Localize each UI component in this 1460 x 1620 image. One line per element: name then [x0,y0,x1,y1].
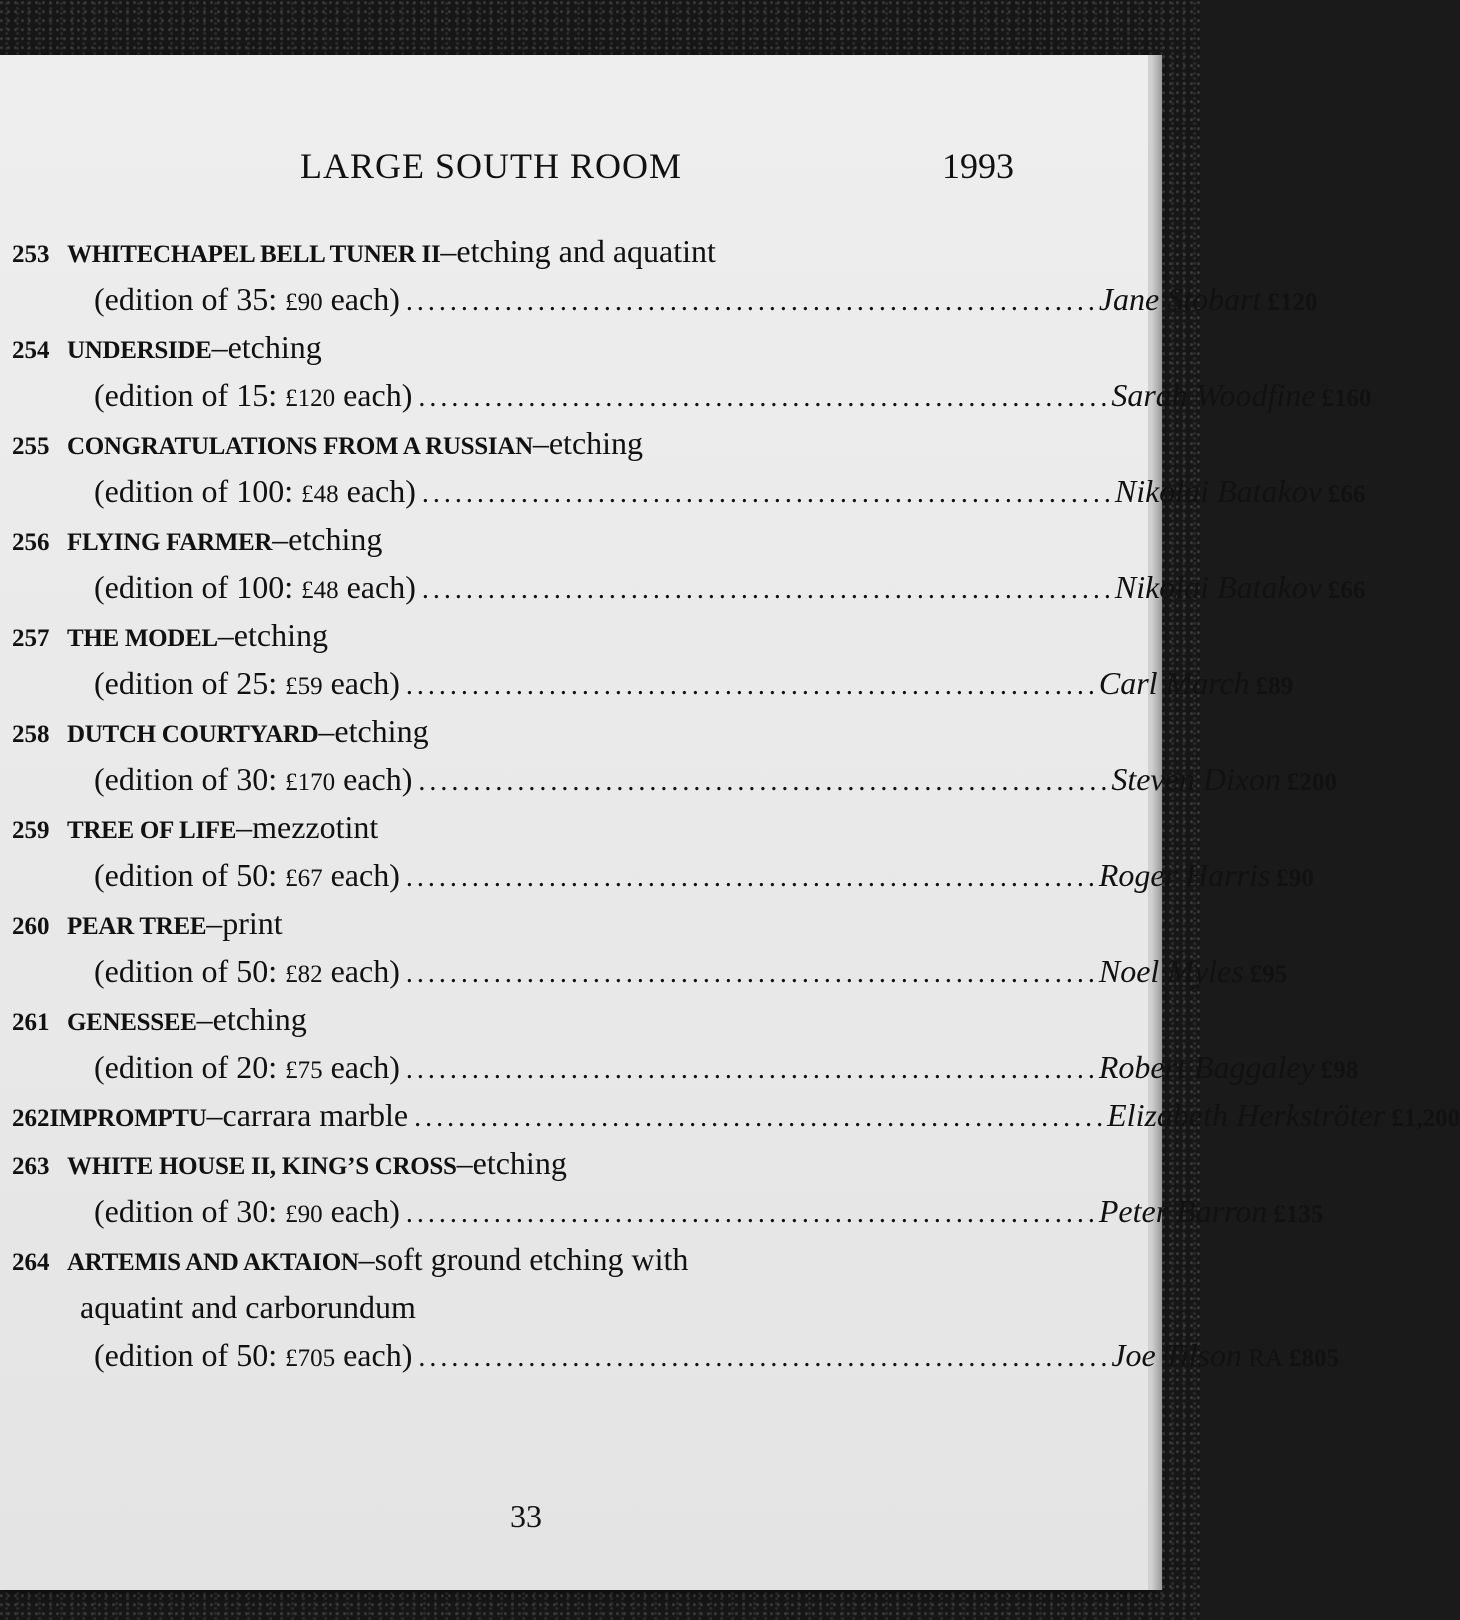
entry-name: WHITE HOUSE II, KING’S CROSS [67,1153,457,1180]
entry-detail-line [12,563,1366,611]
entry-name: TREE OF LIFE [67,817,237,844]
catalogue-entries [12,227,1460,1379]
entry-artist: Nikolai Batakov [1114,473,1322,509]
entry-title-line [12,611,1022,659]
entry-edition [94,659,400,711]
edition-suffix: each) [335,1337,413,1373]
leader-dots: ............................................................... [418,766,1112,797]
entry-number: 260 [12,913,50,940]
catalogue-entry [12,707,1338,803]
catalogue-entry [12,899,1288,995]
catalogue-entry [12,515,1366,611]
entry-title-line [12,707,1022,755]
edition-count: (edition of 50: [94,1337,286,1373]
edition-price: £59 [285,673,323,700]
entry-detail-line [12,1187,1324,1235]
entry-artist: Carl March [1098,665,1250,701]
edition-suffix: each) [322,281,400,317]
entry-title-line [12,1139,1022,1187]
edition-count: (edition of 100: [94,473,302,509]
entry-medium: –etching [196,1001,307,1037]
entry-artist: Peter Barron [1098,1193,1268,1229]
entry-title-line [12,803,1022,851]
entry-price: £1,200 [1391,1105,1460,1132]
entry-price: £66 [1327,481,1366,508]
entry-number: 263 [12,1153,50,1180]
catalogue-page [0,55,1460,1590]
leader-dots: ............................................................... [421,478,1115,509]
edition-count: (edition of 15: [94,377,286,413]
entry-number: 259 [12,817,50,844]
entry-detail-line [12,947,1288,995]
edition-price: £90 [285,289,323,316]
entry-detail-line [12,1043,1359,1091]
entry-edition [94,467,416,519]
entry-medium: –etching [217,617,328,653]
leader-dots: ............................................................... [418,1342,1112,1373]
leader-dots: ............................................................... [405,958,1099,989]
entry-number: 253 [12,241,50,268]
edition-count: (edition of 100: [94,569,302,605]
entry-medium: –etching [456,1145,567,1181]
entry-name: FLYING FARMER [67,529,273,556]
entry-price: £200 [1287,769,1338,796]
edition-price: £48 [301,577,339,604]
catalogue-entry [12,1091,1460,1139]
catalogue-entry [12,227,1318,323]
entry-edition [94,1043,400,1095]
entry-name: PEAR TREE [67,913,207,940]
entry-price: £66 [1327,577,1366,604]
edition-suffix: each) [322,665,400,701]
entry-artist: Jane Stobart [1098,281,1262,317]
entry-title-line [12,227,1022,275]
entry-detail-line [12,467,1366,515]
entry-title-line [12,419,1022,467]
entry-artist [1111,1331,1289,1383]
leader-dots: ............................................................... [405,1054,1099,1085]
entry-detail-line [12,371,1372,419]
entry-number: 257 [12,625,50,652]
edition-price: £67 [285,865,323,892]
entry-number: 255 [12,433,50,460]
catalogue-entry [12,995,1359,1091]
entry-number: 254 [12,337,50,364]
entry-name: WHITECHAPEL BELL TUNER II [67,241,441,268]
entry-name: THE MODEL [67,625,218,652]
entry-title-line [12,899,1022,947]
edition-price: £82 [285,961,323,988]
edition-count: (edition of 50: [94,953,286,989]
entry-price: £135 [1273,1201,1324,1228]
entry-name: CONGRATULATIONS FROM A RUSSIAN [67,433,533,460]
edition-suffix: each) [322,857,400,893]
edition-suffix: each) [335,377,413,413]
entry-title-line [12,323,1022,371]
leader-dots: ............................................................... [405,1198,1099,1229]
catalogue-entry [12,1235,1339,1379]
edition-suffix: each) [322,1049,400,1085]
entry-artist: Sarah Woodfine [1111,377,1316,413]
edition-price: £48 [301,481,339,508]
entry-price: £89 [1255,673,1294,700]
entry-artist: Robert Baggaley [1098,1049,1315,1085]
entry-medium: –etching and aquatint [440,233,716,269]
entry-edition [94,1331,412,1383]
entry-number: 264 [12,1249,50,1276]
entry-price: £160 [1321,385,1372,412]
entry-title-line [12,515,1022,563]
entry-edition [94,371,412,423]
entry-edition [94,947,400,999]
entry-edition [94,755,412,807]
entry-medium: –etching [318,713,429,749]
entry-medium: –print [206,905,283,941]
entry-number: 262 [12,1105,50,1132]
entry-number: 261 [12,1009,50,1036]
entry-number: 258 [12,721,50,748]
edition-price: £75 [285,1057,323,1084]
edition-count: (edition of 30: [94,761,286,797]
entry-medium: –etching [272,521,383,557]
entry-medium: –carrara marble [206,1097,409,1133]
edition-count: (edition of 50: [94,857,286,893]
entry-artist: Roger Harris [1098,857,1271,893]
entry-medium: –soft ground etching with [358,1241,689,1277]
entry-artist: Nikolai Batakov [1114,569,1322,605]
leader-dots: ............................................................... [405,670,1099,701]
leader-dots: ............................................................... [414,1102,1108,1133]
artist-name: Joe Tilson [1111,1337,1243,1373]
entry-price: £98 [1320,1057,1359,1084]
entry-name: UNDERSIDE [67,337,212,364]
catalogue-entry [12,1139,1324,1235]
entry-detail-line [12,1331,1339,1379]
leader-dots: ............................................................... [421,574,1115,605]
edition-count: (edition of 30: [94,1193,286,1229]
entry-detail-line [12,659,1294,707]
entry-name: DUTCH COURTYARD [67,721,319,748]
room-title: LARGE SOUTH ROOM [300,146,683,186]
entry-edition [94,851,400,903]
leader-dots: ............................................................... [405,286,1099,317]
entry-medium: –etching [211,329,322,365]
entry-price: £95 [1249,961,1288,988]
entry-price: £805 [1289,1345,1339,1372]
edition-suffix: each) [338,569,416,605]
entry-name: IMPROMPTU [49,1105,207,1132]
edition-count: (edition of 25: [94,665,286,701]
year: 1993 [942,146,1014,186]
edition-price: £705 [285,1345,336,1372]
edition-suffix: each) [322,1193,400,1229]
leader-dots: ............................................................... [418,382,1112,413]
edition-count: (edition of 20: [94,1049,286,1085]
edition-price: £90 [285,1201,323,1228]
entry-medium: –mezzotint [236,809,379,845]
entry-artist: Noel Myles [1098,953,1244,989]
edition-suffix: each) [322,953,400,989]
edition-suffix: each) [338,473,416,509]
entry-price: £90 [1276,865,1314,892]
entry-name: ARTEMIS AND AKTAION [67,1249,359,1276]
catalogue-entry [12,419,1366,515]
entry-title-line [12,995,1022,1043]
catalogue-entry [12,611,1294,707]
entry-edition [94,1187,400,1239]
entry-number: 256 [12,529,50,556]
entry-artist: Steven Dixon [1111,761,1282,797]
entry-detail-line [12,275,1318,323]
entry-edition [94,275,400,327]
leader-dots: ............................................................... [405,862,1099,893]
entry-edition [94,563,416,615]
catalogue-entry [12,803,1314,899]
entry-medium: –etching [532,425,644,461]
edition-suffix: each) [335,761,413,797]
entry-title-line [12,1091,1460,1139]
entry-artist: Elizabeth Herkströter [1107,1097,1386,1133]
entry-name: GENESSEE [67,1009,197,1036]
page-number: 33 [510,1498,542,1534]
entry-medium-continued: aquatint and carborundum [80,1289,416,1325]
entry-detail-line [12,755,1338,803]
edition-count: (edition of 35: [94,281,286,317]
entry-detail-line [12,851,1314,899]
edition-price: £120 [285,385,336,412]
edition-price: £170 [285,769,336,796]
entry-title-line [12,1235,1022,1283]
artist-honorific: RA [1242,1345,1283,1372]
entry-price: £120 [1267,289,1318,316]
catalogue-entry [12,323,1372,419]
